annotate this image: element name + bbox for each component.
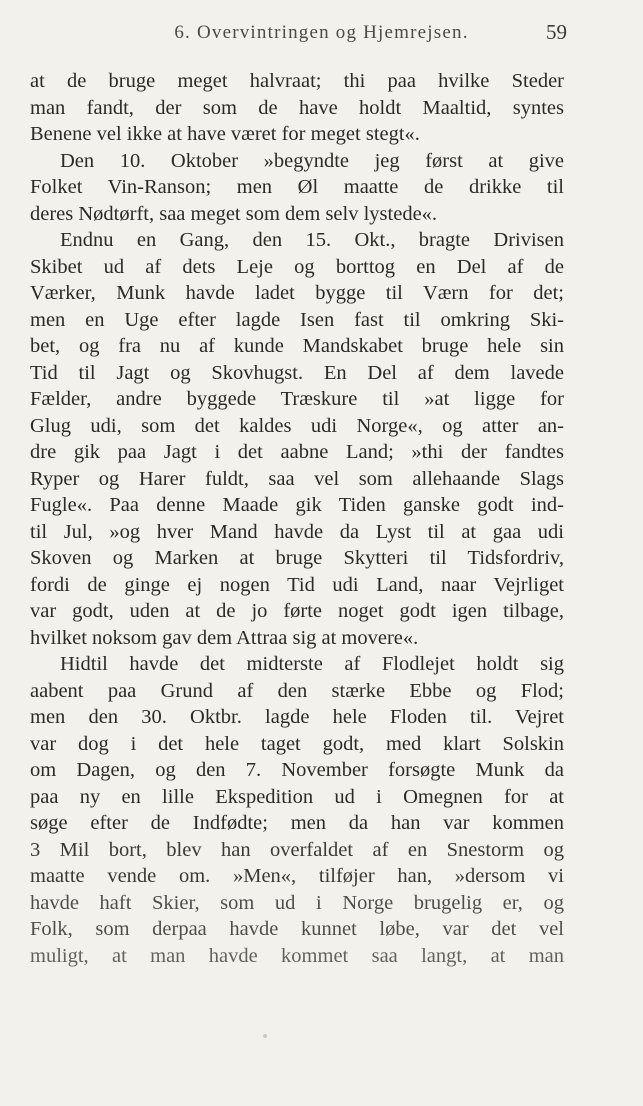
text-line: fordi de ginge ej nogen Tid udi Land, naar Vejrliget [30, 573, 564, 596]
text-line: Ryper og Harer fuldt, saa vel som allehaande Slags [30, 467, 564, 490]
text-line: man fandt, der som de have holdt Maaltid, syntes [30, 96, 564, 119]
text-line: paa ny en lille Ekspedition ud i Omegnen for at [30, 785, 564, 808]
text-line: Benene vel ikke at have været for meget stegt«. [30, 123, 420, 145]
text-line: Værker, Munk havde ladet bygge til Værn for det; [30, 282, 564, 304]
text-line: om Dagen, og den 7. November forsøgte Munk da [30, 759, 564, 781]
text-line: Fugle«. Paa denne Maade gik Tiden ganske godt ind- [30, 494, 564, 516]
text-line: Folket Vin-Ranson; men Øl maatte de drikke til [30, 176, 564, 198]
text-line: 3 Mil bort, blev han overfaldet af en Snestorm og [30, 838, 564, 861]
text-line: bet, og fra nu af kunde Mandskabet bruge hele sin [30, 335, 564, 357]
text-line: Tid til Jagt og Skovhugst. En Del af dem lavede [30, 361, 564, 384]
text-line: Endnu en Gang, den 15. Okt., bragte Drivisen [60, 229, 564, 251]
text-line: muligt, at man havde kommet saa langt, at man [30, 944, 564, 967]
text-line: var dog i det hele taget godt, med klart Solskin [30, 732, 564, 755]
text-line: dre gik paa Jagt i det aabne Land; »thi der fandtes [30, 441, 564, 463]
text-line: Fælder, andre byggede Træskure til »at ligge for [30, 388, 564, 410]
page-number: 59 [546, 20, 567, 44]
text-line: hvilket noksom gav dem Attraa sig at movere«. [30, 626, 419, 649]
text-line: Den 10. Oktober »begyndte jeg først at give [60, 149, 564, 172]
text-line: aabent paa Grund af den stærke Ebbe og Flod; [30, 679, 564, 702]
text-line: Glug udi, som det kaldes udi Norge«, og atter an- [30, 414, 564, 437]
text-line: Folk, som derpaa havde kunnet løbe, var det vel [30, 918, 564, 940]
paper-speck [263, 1034, 267, 1038]
text-line: men den 30. Oktbr. lagde hele Floden til. Vejret [30, 706, 564, 728]
text-line: Skoven og Marken at bruge Skytteri til Tidsfordriv, [30, 547, 564, 569]
text-line: var godt, uden at de jo førte noget godt igen tilbage, [30, 600, 564, 622]
body-text [30, 68, 564, 969]
text-line: havde haft Skier, som ud i Norge brugelig er, og [30, 891, 564, 914]
text-line: deres Nødtørft, saa meget som dem selv lystede«. [30, 202, 438, 225]
text-line: at de bruge meget halvraat; thi paa hvilke Steder [30, 70, 564, 92]
page-header [0, 22, 643, 50]
text-line: søge efter de Indfødte; men da han var kommen [30, 812, 564, 834]
running-title: 6. Overvintringen og Hjemrejsen. [174, 22, 469, 43]
text-line: Skibet ud af dets Leje og borttog en Del af de [30, 255, 564, 278]
text-line: Hidtil havde det midterste af Flodlejet holdt sig [60, 653, 564, 675]
text-line: men en Uge efter lagde Isen fast til omkring Ski- [30, 308, 564, 331]
text-line: maatte vende om. »Men«, tilføjer han, »dersom vi [30, 865, 564, 887]
text-line: til Jul, »og hver Mand havde da Lyst til at gaa udi [30, 520, 564, 543]
